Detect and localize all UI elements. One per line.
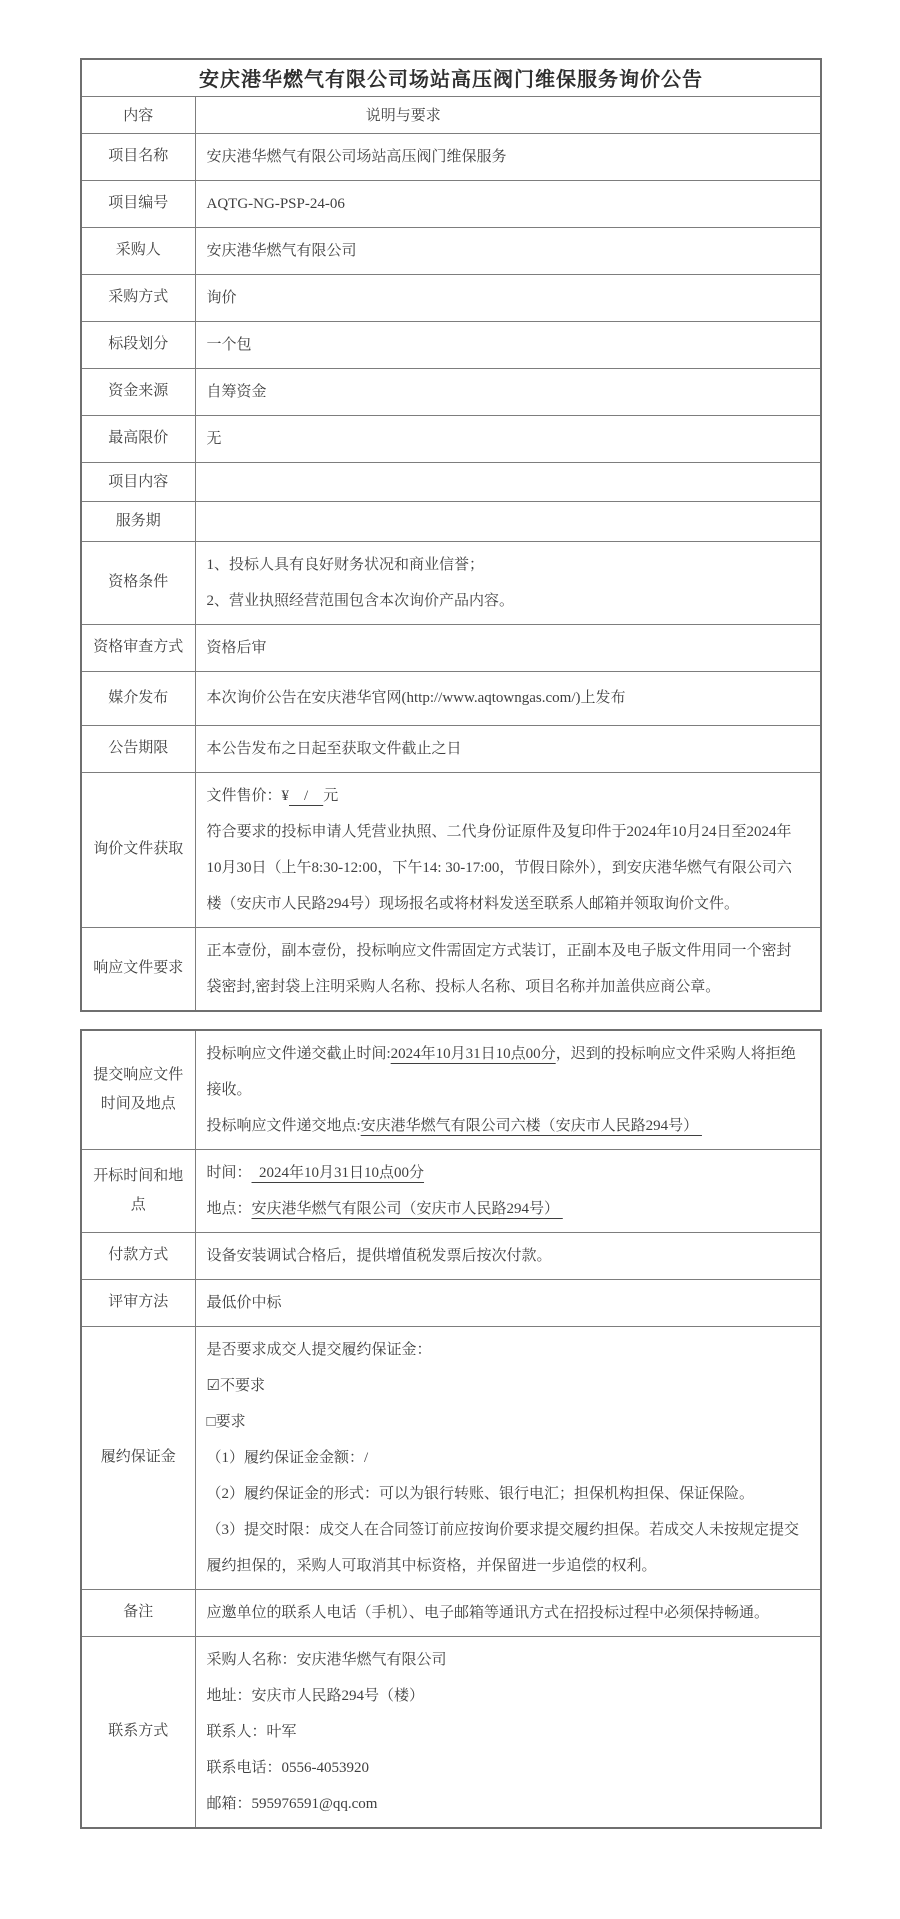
checkbox-checked-icon: ☑: [206, 1377, 220, 1394]
text-line: [207, 1036, 807, 1108]
row-value: [195, 415, 821, 462]
text-segment: AQTG-NG-PSP-24-06: [206, 195, 345, 212]
text-line: [207, 778, 807, 814]
table-row: [81, 541, 821, 624]
row-value: [195, 1589, 821, 1636]
row-value: [195, 1636, 821, 1828]
text-line: [207, 1191, 807, 1227]
text-line: [207, 1786, 807, 1822]
row-label: 公告期限: [81, 725, 195, 772]
underlined-text: 安庆港华燃气有限公司（安庆市人民路294号）: [251, 1200, 563, 1217]
text-line: [207, 1285, 807, 1321]
text-segment: 文件售价：¥: [206, 787, 290, 804]
row-label: 开标时间和地点: [81, 1149, 195, 1232]
table-row: [81, 624, 821, 671]
text-line: [207, 1678, 807, 1714]
row-label: 备注: [81, 1589, 195, 1636]
text-line: [207, 280, 807, 316]
table-row: [81, 368, 821, 415]
row-label: 采购方式: [81, 274, 195, 321]
row-value: [195, 180, 821, 227]
text-segment: 地点：: [206, 1200, 252, 1217]
text-line: [207, 1476, 807, 1512]
row-label: 资格审查方式: [81, 624, 195, 671]
table-row: [81, 772, 821, 927]
text-segment: （1）履约保证金金额：/: [206, 1449, 369, 1466]
text-line: [207, 1368, 807, 1404]
text-line: [207, 814, 807, 922]
text-segment: 自筹资金: [206, 383, 267, 400]
row-value: [195, 274, 821, 321]
text-line: [207, 1750, 807, 1786]
text-segment: 联系电话：0556-4053920: [206, 1759, 369, 1776]
row-label: 响应文件要求: [81, 927, 195, 1011]
text-line: [207, 1512, 807, 1584]
text-segment: 投标响应文件递交截止时间:: [206, 1045, 391, 1062]
table-row: [81, 671, 821, 725]
table-row: [81, 502, 821, 542]
column-header-content: 内容: [81, 96, 195, 133]
text-line: [207, 583, 807, 619]
row-value: [195, 368, 821, 415]
document-title: 安庆港华燃气有限公司场站高压阀门维保服务询价公告: [81, 59, 821, 96]
text-line: [207, 731, 807, 767]
row-value: [195, 227, 821, 274]
text-segment: 设备安装调试合格后，提供增值税发票后按次付款。: [206, 1247, 552, 1264]
text-line: [207, 1595, 807, 1631]
text-segment: 投标响应文件递交地点:: [206, 1117, 361, 1134]
row-label: 项目内容: [81, 462, 195, 502]
underlined-text: /: [289, 787, 324, 804]
text-line: [207, 327, 807, 363]
text-line: [207, 139, 807, 175]
text-line: [207, 233, 807, 269]
text-segment: 采购人名称：安庆港华燃气有限公司: [206, 1651, 447, 1668]
text-line: [207, 933, 807, 1005]
table-row: [81, 1326, 821, 1589]
text-segment: ，迟到的投标响应文件采购人将拒绝接收。: [206, 1045, 796, 1098]
text-line: [207, 1155, 807, 1191]
text-segment: 邮箱：595976591@qq.com: [206, 1795, 378, 1812]
row-value: [195, 671, 821, 725]
row-label: 媒介发布: [81, 671, 195, 725]
text-segment: 安庆港华燃气有限公司场站高压阀门维保服务: [206, 148, 507, 165]
table-row: [81, 1636, 821, 1828]
row-label: 项目名称: [81, 133, 195, 180]
row-value: [195, 725, 821, 772]
text-segment: 要求: [215, 1413, 246, 1430]
row-value: [195, 927, 821, 1011]
announcement-table-primary: [80, 58, 822, 1012]
text-segment: 元: [323, 787, 339, 804]
row-value: [195, 624, 821, 671]
row-value: [195, 462, 821, 502]
table-row: [81, 1589, 821, 1636]
text-line: [207, 1642, 807, 1678]
row-value: [195, 1149, 821, 1232]
text-segment: 一个包: [206, 336, 252, 353]
table-row: [81, 462, 821, 502]
row-label: 评审方法: [81, 1279, 195, 1326]
row-label: 提交响应文件时间及地点: [81, 1030, 195, 1150]
table-row: [81, 927, 821, 1011]
text-line: [207, 1238, 807, 1274]
row-label: 最高限价: [81, 415, 195, 462]
text-line: [207, 421, 807, 457]
row-label: 标段划分: [81, 321, 195, 368]
text-segment: 正本壹份，副本壹份，投标响应文件需固定方式装订，正副本及电子版文件用同一个密封袋密封,密封袋上注明采购人名称、投标人名称、项目名称并加盖供应商公章。: [206, 942, 792, 995]
text-line: [207, 1404, 807, 1440]
row-value: [195, 321, 821, 368]
announcement-table-secondary: [80, 1029, 822, 1829]
text-segment: 2、营业执照经营范围包含本次询价产品内容。: [206, 592, 515, 609]
row-value: [195, 1232, 821, 1279]
table-row: [81, 180, 821, 227]
row-value: [195, 772, 821, 927]
text-line: [207, 1440, 807, 1476]
text-segment: （2）履约保证金的形式：可以为银行转账、银行电汇；担保机构担保、保证保险。: [206, 1485, 755, 1502]
text-line: [207, 374, 807, 410]
text-segment: 1、投标人具有良好财务状况和商业信誉；: [206, 556, 485, 573]
column-header-description: 说明与要求: [195, 96, 821, 133]
table-row: [81, 1030, 821, 1150]
text-segment: （3）提交时限：成交人在合同签订前应按询价要求提交履约担保。若成交人未按规定提交履约担保的，采购人可取消其中标资格，并保留进一步追偿的权利。: [206, 1521, 800, 1574]
row-value: [195, 1030, 821, 1150]
table-row: [81, 1279, 821, 1326]
text-segment: 时间：: [206, 1164, 252, 1181]
text-segment: 安庆港华燃气有限公司: [206, 242, 357, 259]
checkbox-unchecked-icon: □: [206, 1413, 216, 1430]
row-label: 履约保证金: [81, 1326, 195, 1589]
text-line: [207, 680, 807, 716]
text-line: [207, 1108, 807, 1144]
table-row: [81, 1232, 821, 1279]
text-line: [207, 1332, 807, 1368]
text-line: [207, 186, 807, 222]
table-row: [81, 415, 821, 462]
row-value: [195, 1279, 821, 1326]
text-segment: 最低价中标: [206, 1294, 282, 1311]
text-line: [207, 630, 807, 666]
text-segment: 本次询价公告在安庆港华官网(http://www.aqtowngas.com/)上发布: [206, 690, 626, 706]
text-line: [207, 547, 807, 583]
text-segment: 地址：安庆市人民路294号（楼）: [206, 1687, 425, 1704]
text-segment: 询价: [206, 289, 237, 306]
header-row: [81, 96, 821, 133]
row-label: 付款方式: [81, 1232, 195, 1279]
row-label: 联系方式: [81, 1636, 195, 1828]
row-label: 询价文件获取: [81, 772, 195, 927]
row-value: [195, 502, 821, 542]
row-label: 项目编号: [81, 180, 195, 227]
row-value: [195, 133, 821, 180]
text-segment: 不要求: [219, 1377, 265, 1394]
text-segment: 本公告发布之日起至获取文件截止之日: [206, 740, 462, 757]
title-row: [81, 59, 821, 96]
table-row: [81, 321, 821, 368]
table-row: [81, 1149, 821, 1232]
table-row: [81, 227, 821, 274]
underlined-text: 2024年10月31日10点00分: [251, 1164, 425, 1181]
row-label: 服务期: [81, 502, 195, 542]
row-value: [195, 541, 821, 624]
row-label: 资格条件: [81, 541, 195, 624]
text-segment: 符合要求的投标申请人凭营业执照、二代身份证原件及复印件于2024年10月24日至2024年10月30日（上午8:30-12:00，下午14: 30-17:00，节假日除外），到安庆港华燃气有限公司六楼（安庆市人民路294号）现场报名或将材料发送至联系人邮箱并领取询价文件。: [206, 823, 792, 912]
text-segment: 应邀单位的联系人电话（手机）、电子邮箱等通讯方式在招投标过程中必须保持畅通。: [206, 1604, 770, 1621]
text-segment: 是否要求成交人提交履约保证金：: [206, 1341, 432, 1358]
text-segment: 无: [206, 430, 222, 447]
text-segment: 联系人：叶军: [206, 1723, 297, 1740]
text-line: [207, 1714, 807, 1750]
table-row: [81, 274, 821, 321]
row-value: [195, 1326, 821, 1589]
table-row: [81, 725, 821, 772]
text-segment: 资格后审: [206, 639, 267, 656]
row-label: 采购人: [81, 227, 195, 274]
row-label: 资金来源: [81, 368, 195, 415]
table-row: [81, 133, 821, 180]
underlined-text: 2024年10月31日10点00分: [390, 1045, 556, 1062]
underlined-text: 安庆港华燃气有限公司六楼（安庆市人民路294号）: [360, 1117, 702, 1134]
